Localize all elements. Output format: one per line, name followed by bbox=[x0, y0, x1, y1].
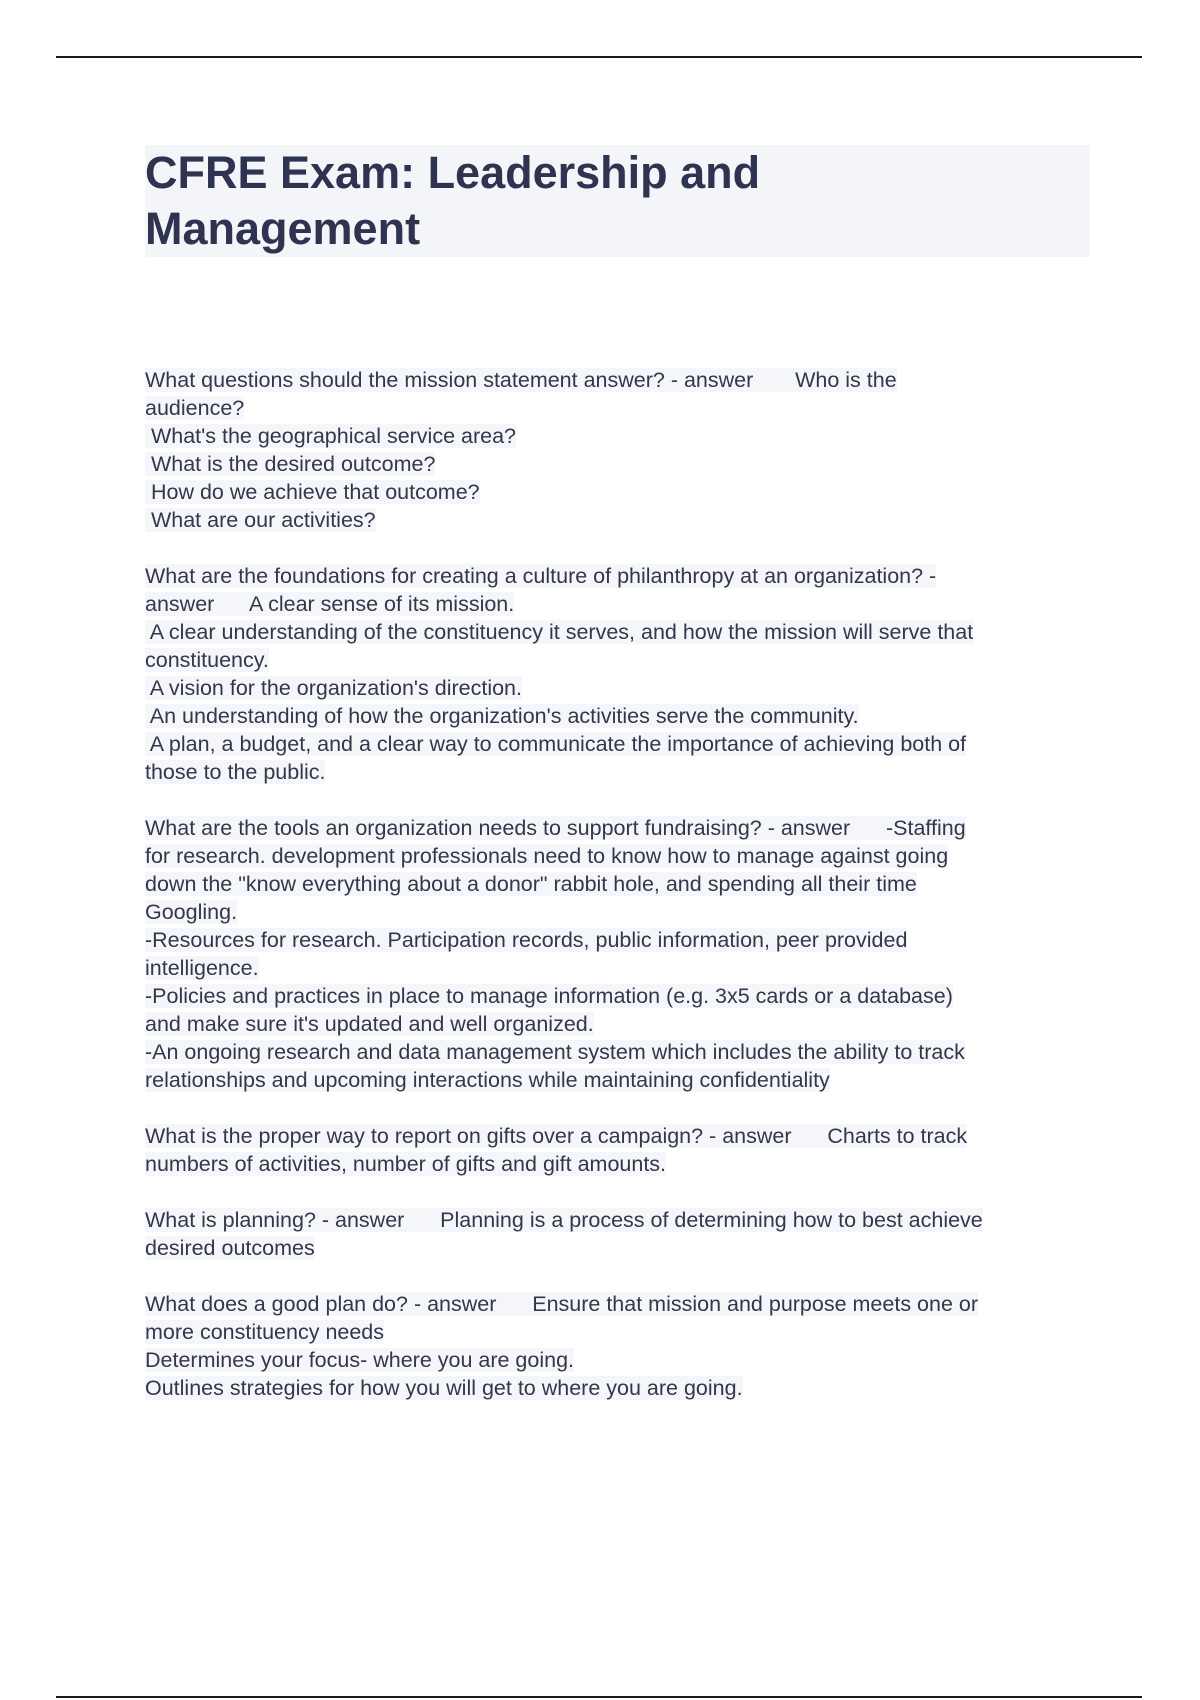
bottom-rule bbox=[56, 1696, 1142, 1698]
qa-line: A clear understanding of the constituency it serves, and how the mission will serve that bbox=[145, 620, 974, 644]
qa-line: Outlines strategies for how you will get to where you are going. bbox=[145, 1376, 743, 1400]
qa-line: relationships and upcoming interactions while maintaining confidentiality bbox=[145, 1068, 830, 1092]
qa-line: -Resources for research. Participation records, public information, peer provided bbox=[145, 928, 908, 952]
qa-line: What are our activities? bbox=[145, 508, 376, 532]
qa-line: more constituency needs bbox=[145, 1320, 385, 1344]
qa-item-planning bbox=[145, 1206, 1095, 1262]
qa-line: audience? bbox=[145, 396, 245, 420]
qa-line: intelligence. bbox=[145, 956, 259, 980]
qa-line: numbers of activities, number of gifts and gift amounts. bbox=[145, 1152, 667, 1176]
qa-line: A plan, a budget, and a clear way to communicate the importance of achieving both of bbox=[145, 732, 967, 756]
qa-item-mission-statement bbox=[145, 366, 1095, 534]
qa-line: -An ongoing research and data management system which includes the ability to track bbox=[145, 1040, 965, 1064]
qa-line: -Policies and practices in place to manage information (e.g. 3x5 cards or a database) bbox=[145, 984, 953, 1008]
qa-item-culture-of-philanthropy bbox=[145, 562, 1095, 786]
qa-item-fundraising-tools bbox=[145, 814, 1095, 1094]
qa-line: What is the desired outcome? bbox=[145, 452, 436, 476]
qa-line: for research. development professionals need to know how to manage against going bbox=[145, 844, 949, 868]
qa-line: and make sure it's updated and well organized. bbox=[145, 1012, 594, 1036]
qa-line: desired outcomes bbox=[145, 1236, 315, 1260]
qa-line: What does a good plan do? - answer Ensure that mission and purpose meets one or bbox=[145, 1292, 979, 1316]
qa-line: What are the foundations for creating a culture of philanthropy at an organization? - bbox=[145, 564, 937, 588]
qa-line: constituency. bbox=[145, 648, 269, 672]
qa-line: Determines your focus- where you are going. bbox=[145, 1348, 575, 1372]
qa-line: Googling. bbox=[145, 900, 238, 924]
qa-line: What are the tools an organization needs to support fundraising? - answer -Staffing bbox=[145, 816, 966, 840]
top-rule bbox=[56, 56, 1142, 58]
qa-line: What's the geographical service area? bbox=[145, 424, 517, 448]
qa-line: What questions should the mission statement answer? - answer Who is the bbox=[145, 368, 897, 392]
title-block bbox=[145, 145, 1090, 257]
qa-line: An understanding of how the organization's activities serve the community. bbox=[145, 704, 859, 728]
qa-line: What is the proper way to report on gifts over a campaign? - answer Charts to track bbox=[145, 1124, 968, 1148]
qa-line: A vision for the organization's direction. bbox=[145, 676, 522, 700]
title-line: Management bbox=[145, 203, 421, 254]
qa-item-campaign-reporting bbox=[145, 1122, 1095, 1178]
qa-line: How do we achieve that outcome? bbox=[145, 480, 480, 504]
title-line: CFRE Exam: Leadership and bbox=[145, 147, 761, 198]
qa-line: down the "know everything about a donor" rabbit hole, and spending all their time bbox=[145, 872, 917, 896]
qa-list bbox=[145, 366, 1095, 1430]
qa-line: those to the public. bbox=[145, 760, 326, 784]
qa-item-good-plan bbox=[145, 1290, 1095, 1402]
page-title bbox=[145, 145, 1090, 257]
qa-line: What is planning? - answer Planning is a process of determining how to best achieve bbox=[145, 1208, 983, 1232]
qa-line: answer A clear sense of its mission. bbox=[145, 592, 515, 616]
